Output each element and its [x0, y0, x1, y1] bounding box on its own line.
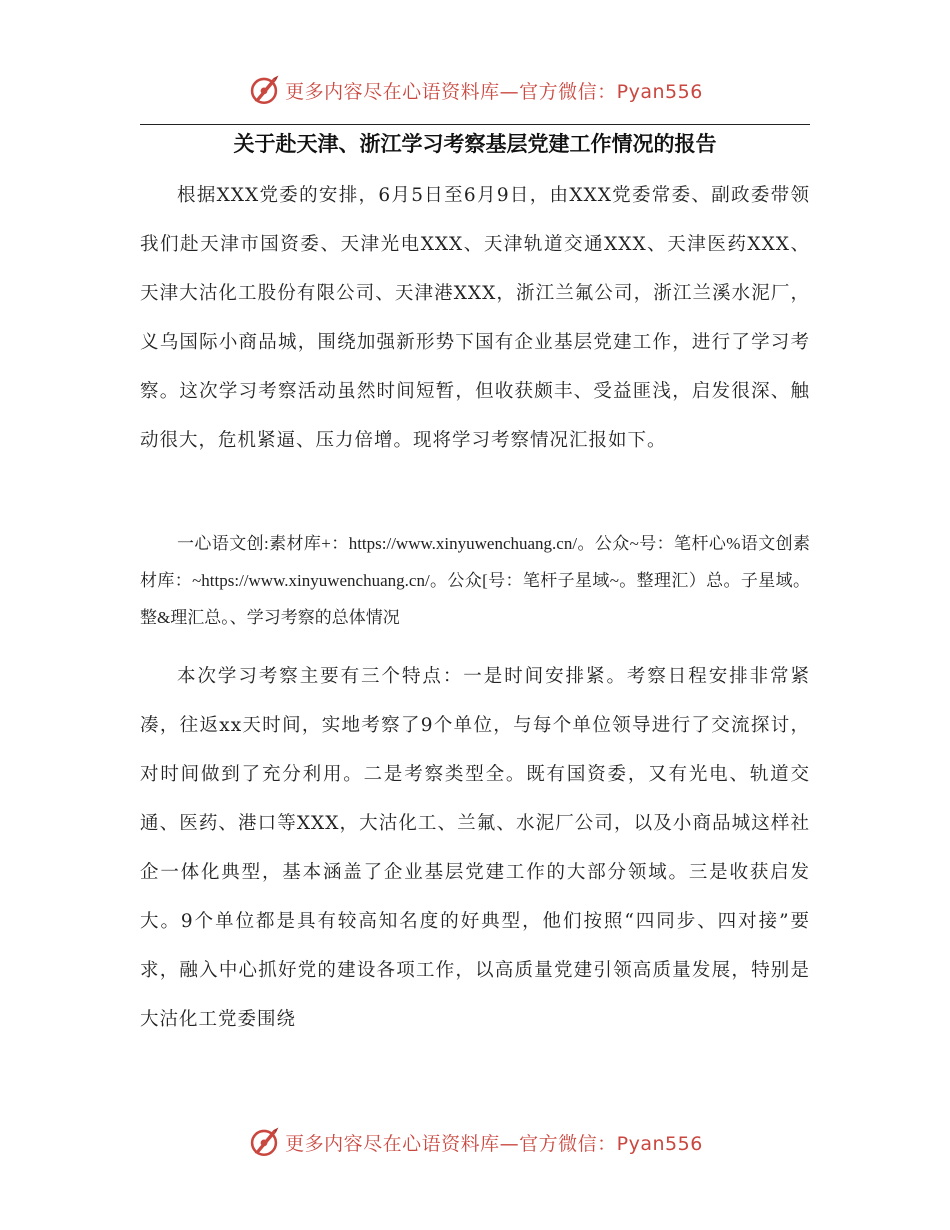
paragraph-watermark-text: 一心语文创:素材库+：https://www.xinyuwenchuang.cn/。公众~号：笔杆心%语文创素材库：~https://www.xinyuwenchuang.cn/。公众[号：笔杆子星域~。整理汇）总。子星域。整&理汇总。、学习考察的总体情况 [140, 534, 810, 627]
quill-seal-icon [247, 73, 281, 107]
paragraph-overview: 本次学习考察主要有三个特点：一是时间安排紧。考察日程安排非常紧凑，往返xx天时间，实地考察了9个单位，与每个单位领导进行了交流探讨，对时间做到了充分利用。二是考察类型全。既有国资委，又有光电、轨道交通、医药、港口等XXX，大沽化工、兰氟、水泥厂公司，以及小商品城这样社企一体化典型，基本涵盖了企业基层党建工作的大部分领域。三是收获启发大。9个单位都是具有较高知名度的好典型，他们按照“四同步、四对接”要求，融入中心抓好党的建设各项工作，以高质量党建引领高质量发展，特别是大沽化工党委围绕 [140, 666, 810, 1030]
quill-seal-icon [247, 1125, 281, 1159]
document-title: 关于赴天津、浙江学习考察基层党建工作情况的报告 [233, 132, 717, 156]
header-banner [0, 70, 950, 110]
footer-banner-text: 更多内容尽在心语资料库—官方微信：Pyan556 [285, 1132, 703, 1155]
header-divider [140, 124, 810, 125]
header-banner-text: 更多内容尽在心语资料库—官方微信：Pyan556 [285, 80, 703, 103]
paragraph-intro: 根据XXX党委的安排，6月5日至6月9日，由XXX党委常委、副政委带领我们赴天津市国资委、天津光电XXX、天津轨道交通XXX、天津医药XXX、天津大沽化工股份有限公司、天津港XXX，浙江兰氟公司，浙江兰溪水泥厂，义乌国际小商品城，围绕加强新形势下国有企业基层党建工作，进行了学习考察。这次学习考察活动虽然时间短暂，但收获颇丰、受益匪浅，启发很深、触动很大，危机紧逼、压力倍增。现将学习考察情况汇报如下。 [140, 185, 810, 451]
footer-banner [0, 1122, 950, 1162]
